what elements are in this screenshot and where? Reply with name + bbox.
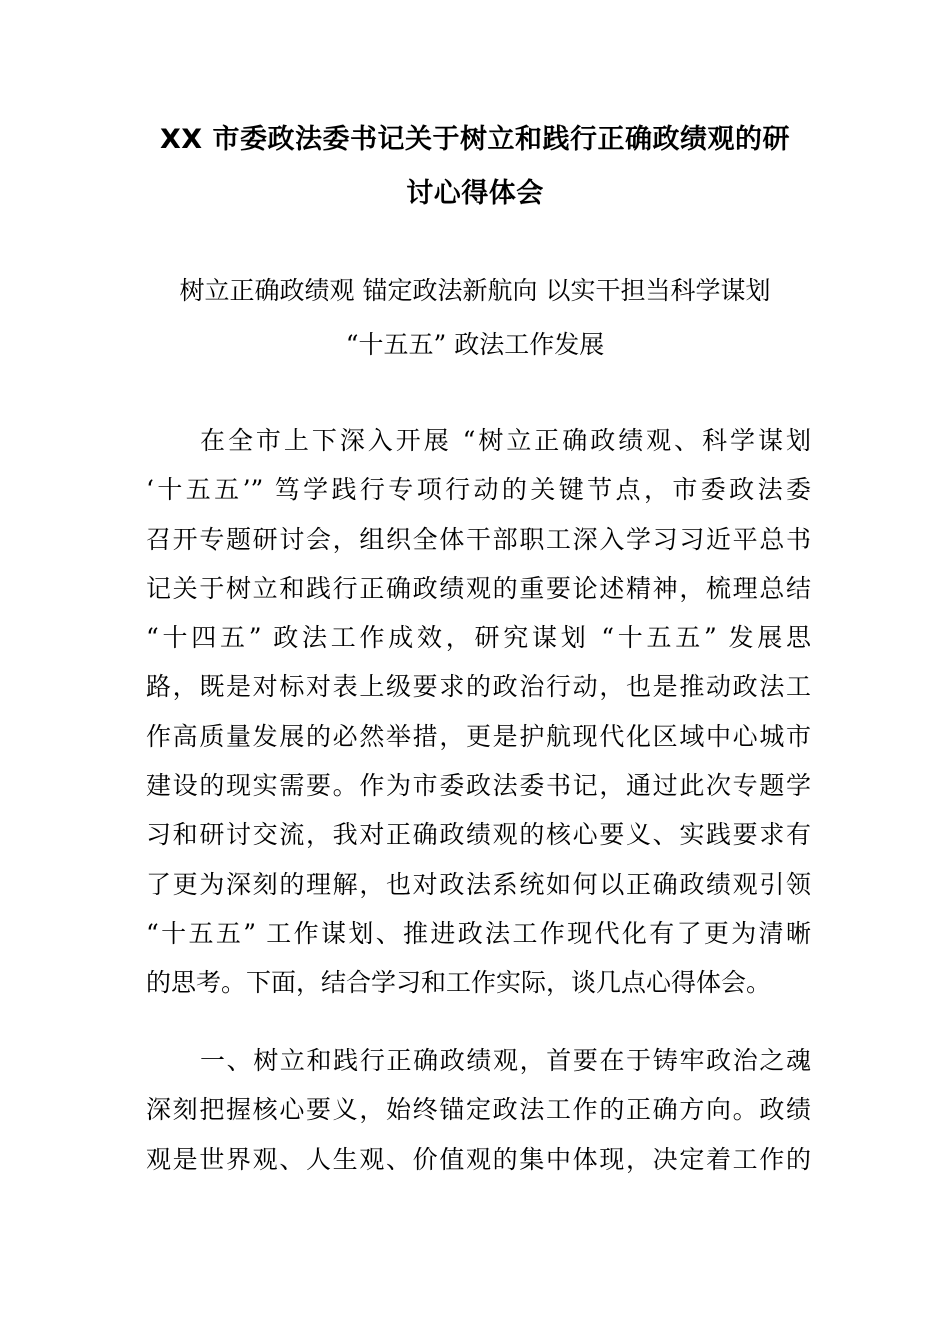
body-paragraph-section-one [146,1036,811,1184]
paragraph-line: 路，既是对标对表上级要求的政治行动，也是推动政法工 [146,672,811,702]
title-line: XX 市委政法委书记关于树立和践行正确政绩观的研 [159,124,791,155]
paragraph-line: “十五五” 工作谋划、推进政法工作现代化有了更为清晰 [146,918,811,948]
paragraph-line: 在全市上下深入开展 “树立正确政绩观、科学谋划 [200,426,811,455]
document-title [140,113,810,221]
paragraph-line: ‘十五五’” 笃学践行专项行动的关键节点，市委政法委 [146,475,811,505]
subtitle-line: “十五五” 政法工作发展 [345,330,605,359]
document-subtitle [140,264,810,372]
paragraph-line: 召开专题研讨会，组织全体干部职工深入学习习近平总书 [146,524,811,554]
paragraph-line: “十四五” 政法工作成效，研究谋划 “十五五” 发展思 [146,623,811,653]
paragraph-line: 习和研讨交流，我对正确政绩观的核心要义、实践要求有 [146,820,811,850]
paragraph-line: 一、树立和践行正确政绩观，首要在于铸牢政治之魂 [200,1046,811,1075]
paragraph-line: 了更为深刻的理解，也对政法系统如何以正确政绩观引领 [146,869,811,899]
paragraph-line: 的思考。下面，结合学习和工作实际，谈几点心得体会。 [146,968,772,998]
subtitle-line: 树立正确政绩观 锚定政法新航向 以实干担当科学谋划 [179,276,771,305]
paragraph-line: 记关于树立和践行正确政绩观的重要论述精神，梳理总结 [146,573,811,603]
paragraph-line: 观是世界观、人生观、价值观的集中体现，决定着工作的 [146,1144,811,1174]
body-paragraph-intro [146,416,811,1008]
paragraph-line: 深刻把握核心要义，始终锚定政法工作的正确方向。政绩 [146,1095,811,1125]
title-line: 讨心得体会 [406,178,544,209]
paragraph-line: 建设的现实需要。作为市委政法委书记，通过此次专题学 [146,771,811,801]
paragraph-line: 作高质量发展的必然举措，更是护航现代化区域中心城市 [146,721,811,751]
